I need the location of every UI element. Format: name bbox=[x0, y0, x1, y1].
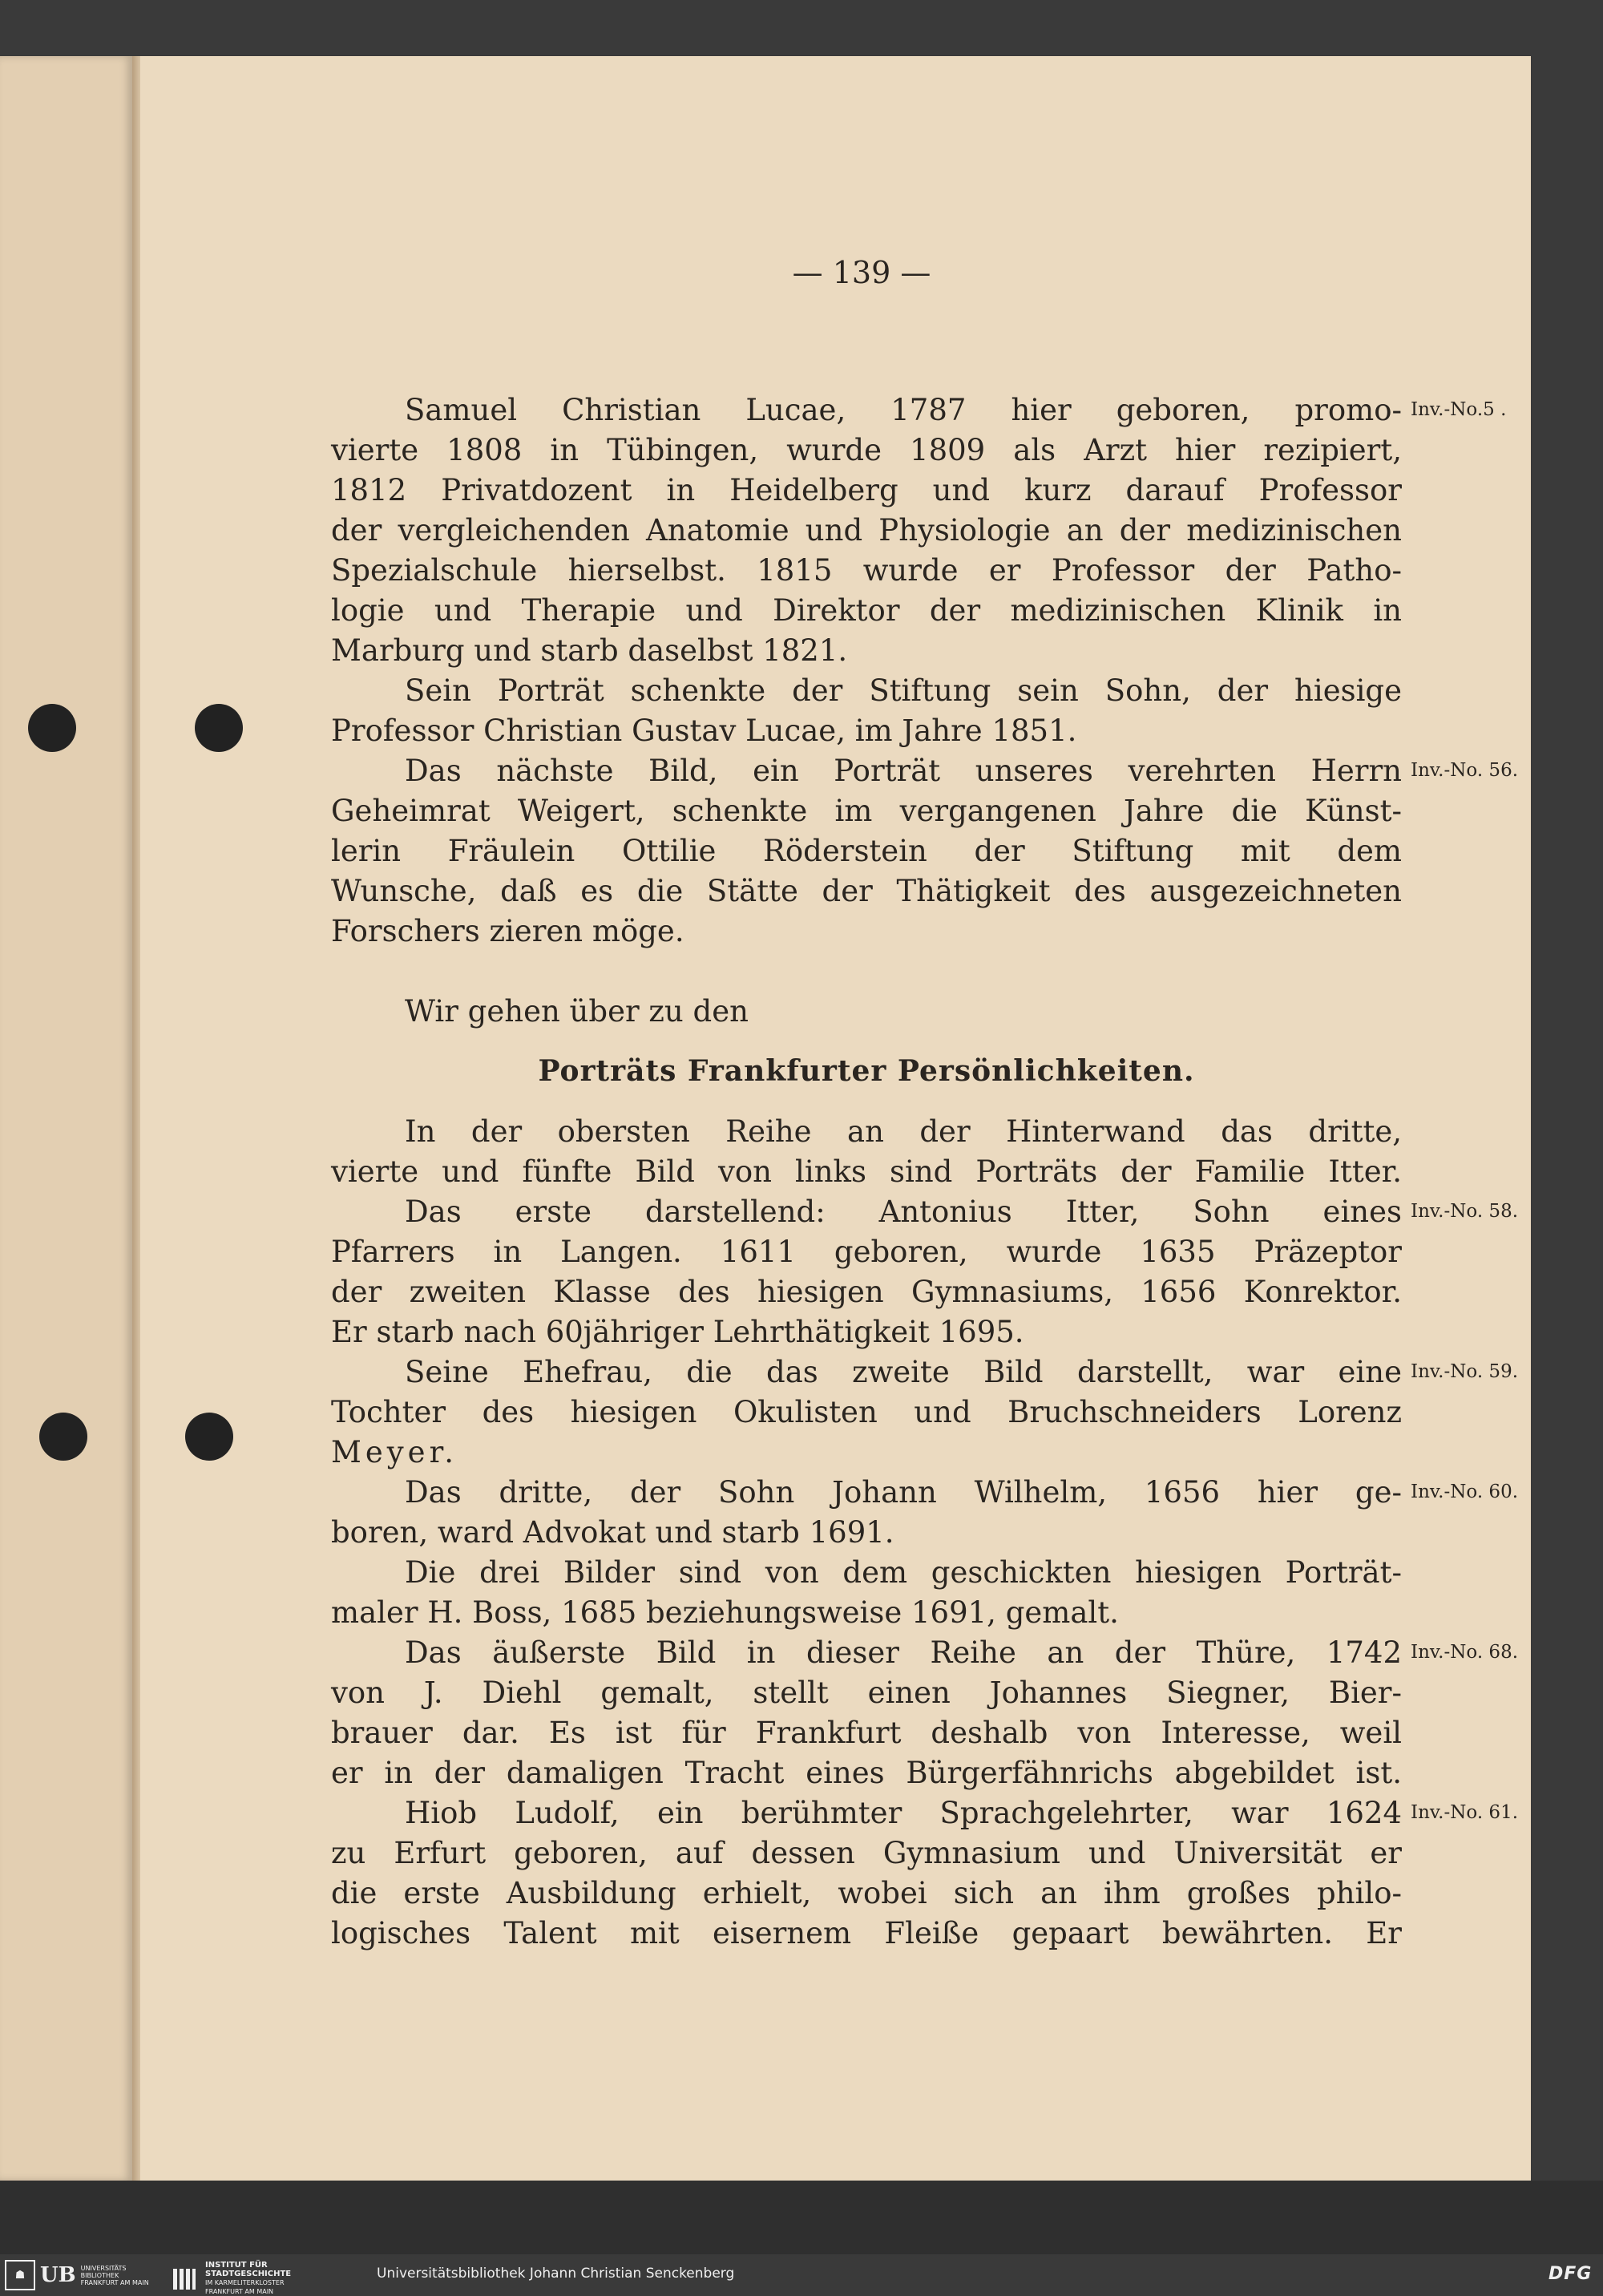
right-band bbox=[1531, 56, 1603, 2181]
ub-logo-text: UB bbox=[40, 2263, 76, 2287]
text-line: Er starb nach 60jähriger Lehrthätigkeit 1695. bbox=[331, 1315, 1024, 1349]
text-line: Das nächste Bild, ein Porträt unseres verehrten Herrn bbox=[405, 754, 1402, 788]
ub-subtitle-line: BIBLIOTHEK bbox=[80, 2271, 119, 2279]
text-line: 1812 Privatdozent in Heidelberg und kurz darauf Professor bbox=[331, 473, 1402, 507]
text-line: Tochter des hiesigen Okulisten und Bruchschneiders Lorenz bbox=[331, 1395, 1402, 1429]
ifs-line: IM KARMELITERKLOSTER bbox=[205, 2279, 285, 2286]
text-line: der vergleichenden Anatomie und Physiologie an der medizinischen bbox=[331, 513, 1402, 548]
ub-logo-icon[interactable] bbox=[5, 2261, 149, 2290]
inventory-note: Inv.-No. 58. bbox=[1411, 1201, 1519, 1222]
text-line: Wir gehen über zu den bbox=[405, 994, 749, 1029]
text-line: brauer dar. Es ist für Frankfurt deshalb von Interesse, weil bbox=[331, 1716, 1402, 1750]
ifs-line: FRANKFURT AM MAIN bbox=[205, 2288, 274, 2295]
text-line: vierte 1808 in Tübingen, wurde 1809 als Arzt hier rezipiert, bbox=[331, 433, 1402, 467]
inventory-note: Inv.-No. 59. bbox=[1411, 1361, 1519, 1382]
text-line: Sein Porträt schenkte der Stiftung sein Sohn, der hiesige bbox=[405, 673, 1402, 708]
text-line: Professor Christian Gustav Lucae, im Jahre 1851. bbox=[331, 713, 1077, 748]
text-line: Samuel Christian Lucae, 1787 hier geboren, promo- bbox=[405, 393, 1402, 427]
text-line: Hiob Ludolf, ein berühmter Sprachgelehrter, war 1624 bbox=[405, 1796, 1402, 1830]
text-line: Wunsche, daß es die Stätte der Thätigkeit des ausgezeichneten bbox=[331, 874, 1402, 908]
text-line: Seine Ehefrau, die das zweite Bild darstellt, war eine bbox=[405, 1355, 1402, 1389]
text-line: Pfarrers in Langen. 1611 geboren, wurde 1635 Präzeptor bbox=[331, 1235, 1402, 1269]
inventory-note: Inv.-No. 68. bbox=[1411, 1642, 1519, 1663]
text-line: Das erste darstellend: Antonius Itter, Sohn eines bbox=[405, 1194, 1402, 1229]
text-line: vierte und fünfte Bild von links sind Porträts der Familie Itter. bbox=[331, 1154, 1402, 1189]
text-line: maler H. Boss, 1685 beziehungsweise 1691, gemalt. bbox=[331, 1595, 1119, 1630]
text-line: die erste Ausbildung erhielt, wobei sich an ihm großes philo- bbox=[331, 1876, 1402, 1910]
section-heading: Porträts Frankfurter Persönlichkeiten. bbox=[538, 1054, 1195, 1088]
book-page bbox=[140, 56, 1531, 2181]
text-line: Meyer. bbox=[331, 1435, 458, 1469]
text-line: Forschers zieren möge. bbox=[331, 914, 684, 948]
text-line: lerin Fräulein Ottilie Röderstein der Stiftung mit dem bbox=[331, 834, 1402, 868]
text-line: logisches Talent mit eisernem Fleiße gepaart bewährten. Er bbox=[331, 1916, 1402, 1950]
punch-hole-icon bbox=[39, 1413, 87, 1461]
text-line: er in der damaligen Tracht eines Bürgerfähnrichs abgebildet ist. bbox=[331, 1756, 1402, 1790]
page-number: — 139 — bbox=[792, 255, 931, 290]
text-line: Spezialschule hierselbst. 1815 wurde er Professor der Patho- bbox=[331, 553, 1402, 588]
ub-subtitle bbox=[81, 2265, 149, 2286]
text-line: In der obersten Reihe an der Hinterwand das dritte, bbox=[405, 1114, 1402, 1149]
text-line: Die drei Bilder sind von dem geschickten hiesigen Porträt- bbox=[405, 1555, 1402, 1590]
ifs-emblem-icon bbox=[170, 2264, 199, 2293]
text-line: Geheimrat Weigert, schenkte im vergangenen Jahre die Künst- bbox=[331, 794, 1402, 828]
text-line: boren, ward Advokat und starb 1691. bbox=[331, 1515, 894, 1550]
ub-subtitle-line: FRANKFURT AM MAIN bbox=[80, 2278, 149, 2286]
text-line: zu Erfurt geboren, auf dessen Gymnasium und Universität er bbox=[331, 1836, 1402, 1870]
facing-page-edge bbox=[0, 56, 132, 2181]
top-band bbox=[0, 0, 1603, 56]
ifs-line: STADTGESCHICHTE bbox=[205, 2270, 292, 2278]
inventory-note: Inv.-No. 61. bbox=[1411, 1802, 1519, 1823]
ifs-logo-text bbox=[205, 2261, 291, 2296]
text-line: logie und Therapie und Direktor der medizinischen Klinik in bbox=[331, 593, 1402, 628]
text-line: Marburg und starb daselbst 1821. bbox=[331, 633, 848, 668]
inventory-note: Inv.-No. 60. bbox=[1411, 1481, 1519, 1502]
punch-hole-icon bbox=[185, 1413, 233, 1461]
text-line: Das dritte, der Sohn Johann Wilhelm, 1656 hier ge- bbox=[405, 1475, 1402, 1510]
punch-hole-icon bbox=[28, 704, 76, 752]
text-line: Das äußerste Bild in dieser Reihe an der Thüre, 1742 bbox=[405, 1635, 1402, 1670]
inventory-note: Inv.-No.5 . bbox=[1411, 399, 1507, 420]
book-gutter bbox=[132, 56, 140, 2181]
ub-emblem: ☗ bbox=[5, 2260, 35, 2290]
dfg-logo-icon[interactable]: DFG bbox=[1548, 2264, 1593, 2284]
inventory-note: Inv.-No. 56. bbox=[1411, 760, 1519, 781]
text-line: von J. Diehl gemalt, stellt einen Johannes Siegner, Bier- bbox=[331, 1676, 1402, 1710]
text-line: der zweiten Klasse des hiesigen Gymnasiums, 1656 Konrektor. bbox=[331, 1275, 1402, 1309]
footer-bar bbox=[0, 2254, 1603, 2296]
ifs-line: INSTITUT FÜR bbox=[205, 2261, 268, 2270]
ub-subtitle-line: UNIVERSITÄTS bbox=[80, 2264, 127, 2272]
ifs-logo-icon[interactable] bbox=[170, 2261, 291, 2296]
library-name[interactable]: Universitätsbibliothek Johann Christian Senckenberg bbox=[377, 2266, 735, 2282]
punch-hole-icon bbox=[195, 704, 243, 752]
